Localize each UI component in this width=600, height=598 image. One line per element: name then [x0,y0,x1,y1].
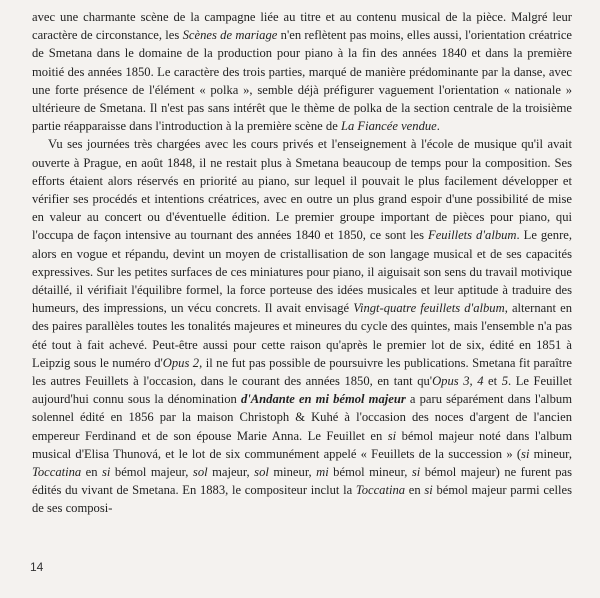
italic-text: si [102,465,111,480]
text-run: bémol majeur noté dans l'album musical d'Elisa Thunová, et le lot de six communément appelé « Feuillets de la succession » ( [32,428,572,461]
text-run: Vu ses journées très chargées avec les cours privés et l'enseignement à l'école de musique qu'il avait ouverte à Prague, en août 1848, il ne restait plus à Smetana beaucoup de temps pour la composition. Ses efforts étaient alors réservés en priorité au piano, sur lequel il pouvait le plus facilement développer et vérifier ses procédés et intentions créatrices, avec en outre un plus grand espoir d'une possibilité de mise en valeur au concert ou d'éventuelle édition. Le premier groupe important de pièces pour piano, qui l'occupa de façon intensive au tournant des années 1840 et 1850, ce sont les [32,137,572,243]
text-run: mineur, [268,465,317,480]
text-run: en [405,483,425,498]
text-run: , alternant en des paires parallèles toutes les tonalités majeures et mineures du cycle des quintes, mais l'ensemble n'a pas été tout à fait achevé. Peut-être aussi pour cette raison qu'après le premier lot de six, édité en 1851 à Leipzig sous le numéro d' [32,301,572,370]
text-run: bémol majeur parmi celles de ses composi- [32,483,572,516]
italic-text: Opus 3, 4 [432,374,484,389]
text-run: . [436,119,440,134]
italic-text: Feuillets d'album [428,228,517,243]
italic-text: La Fiancée vendue [340,119,437,134]
text-run: en [81,465,103,480]
italic-text: mi [316,465,329,480]
text-run: bémol mineur, [328,465,412,480]
text-run: et [483,374,502,389]
italic-text: si [387,428,397,443]
text-column [32,8,572,518]
italic-text: sol [192,465,208,480]
text-run: bémol majeur, [110,465,193,480]
page-number: 14 [30,560,44,574]
paragraph-1 [32,8,572,135]
text-run: majeur, [207,465,255,480]
italic-text: Opus 2 [162,355,200,370]
italic-text: si [424,483,433,498]
italic-text: si [411,465,421,480]
text-run: n'en reflètent pas moins, elles aussi, l'orientation créatrice de Smetana dans le domaine de la production pour piano à la fin des années 1840 et dans la première moitié des années 1850. Le caractère des trois parties, marqué de manière prédominante par la danse, avec une forte présence de l'élément « polka », semble déjà préfigurer vaguement l'orientation « nationale » ultérieure de Smetana. Il n'est pas sans intérêt que le thème de polka de la section centrale de la troisième partie réapparaisse dans l'introduction à la première scène de [32,28,572,134]
text-run: a paru séparément dans l'album solennel édité en 1856 par la maison Christoph & Kuhé à l'occasion des noces d'argent de l'ancien empereur Ferdinand et de son épouse Marie Anna. Le Feuillet en [32,392,573,443]
italic-text: Scènes de mariage [182,28,278,43]
paragraph-2 [32,135,572,517]
italic-text: sol [254,465,269,480]
text-run: . Le Feuillet aujourd'hui connu sous la dénomination [32,374,572,407]
italic-text: Toccatina [355,483,406,498]
italic-text: Toccatina [32,465,82,480]
text-run: avec une charmante scène de la campagne liée au titre et au contenu musical de la pièce. Malgré leur caractère de circonstance, les [32,10,572,43]
text-run: bémol majeur) ne furent pas édités du vivant de Smetana. En 1883, le compositeur inclut la [32,465,573,498]
italic-text: si [521,446,530,461]
italic-text: 5 [501,374,508,389]
text-run: mineur, [529,446,572,461]
bold-italic-text: d'Andante en mi bémol majeur [240,392,406,407]
text-run: . Le genre, alors en vogue et répandu, devint un moyen de cristallisation de son langage musical et de ses capacités expressives. Sur les petites surfaces de ces miniatures pour piano, il aiguisait son sens du travail motivique détaillé, il vérifiait l'équilibre formel, la force porteuse des idées musicales et leur aptitude à traduire des humeurs, des impressions, un vécu concrets. Il avait envisagé [32,228,572,316]
text-run: , il ne fut pas possible de poursuivre les publications. Smetana fit paraître les autres Feuillets à l'occasion, dans le courant des années 1850, en tant qu' [32,355,572,389]
italic-text: Vingt-quatre feuillets d'album [353,301,505,316]
